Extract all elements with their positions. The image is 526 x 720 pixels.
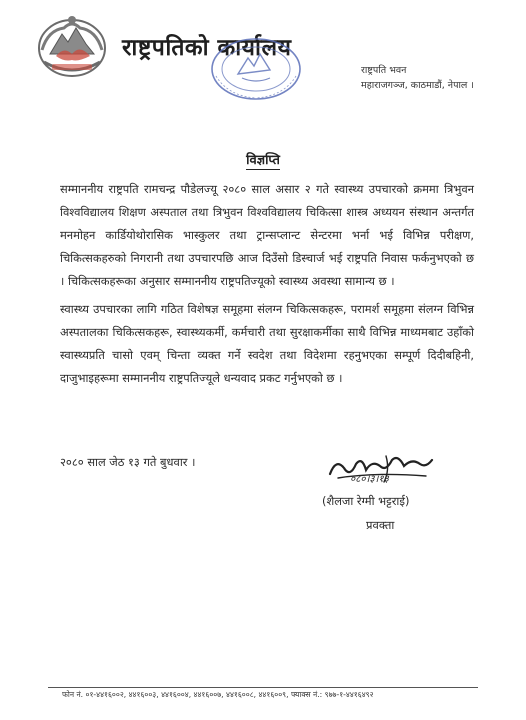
notice-paragraph-2: स्वास्थ्य उपचारका लागि गठित विशेषज्ञ समूहमा संलग्न चिकित्सकहरू, परामर्श समूहमा संलग्न विभिन्न अस्पतालका चिकित्सकहरू, स्वास्थ्यकर्मी, कर्मचारी तथा सुरक्षाकर्मीका साथै विभिन्न माध्यमबाट उहाँको स्वास्थ्यप्रति चासो एवम् चिन्ता व्यक्त गर्ने स्वदेश तथा विदेशमा रहनुभएका सम्पूर्ण दिदीबहिनी, दाजुभाइहरूमा सम्माननीय राष्ट्रपतिज्यूले धन्यवाद प्रकट गर्नुभएको छ । — [60, 302, 474, 385]
address-line-2: महाराजगञ्ज, काठमाडौं, नेपाल । — [361, 80, 474, 91]
signature-date: ०८०।३।१३ — [350, 474, 389, 485]
national-emblem-icon — [34, 10, 110, 80]
footer-divider — [48, 687, 478, 688]
signer-name: (शैलजा रेग्मी भट्टराई) — [322, 494, 410, 508]
office-seal-stamp-icon — [208, 36, 304, 102]
office-title: राष्ट्रपतिको कार्यालय — [122, 34, 292, 61]
notice-date: २०८० साल जेठ १३ गते बुधवार । — [60, 455, 196, 469]
signer-designation: प्रवक्ता — [366, 518, 395, 532]
footer-contact: फोन नं. ०१-४४१६००२, ४४१६००३, ४४१६००४, ४४१६००७, ४४१६००८, ४४१६००९, फ्याक्स नं.: ९७७-१-४४१६४९२ — [62, 690, 374, 699]
notice-heading — [0, 150, 526, 168]
notice-heading-text: विज्ञप्ति — [246, 153, 280, 168]
office-address — [361, 63, 474, 93]
notice-paragraph-1: सम्माननीय राष्ट्रपति रामचन्द्र पौडेलज्यू २०८० साल असार २ गते स्वास्थ्य उपचारको क्रममा त्रिभुवन विश्वविद्यालय शिक्षण अस्पताल तथा त्रिभुवन विश्वविद्यालय चिकित्सा शास्त्र अध्ययन संस्थान अन्तर्गत मनमोहन कार्डियोथोरासिक भास्कुलर तथा ट्रान्सप्लान्ट सेन्टरमा भर्ना भई विभिन्न परीक्षण, चिकित्सकहरुको निगरानी तथा उपचारपछि आज दिउँसो डिस्चार्ज भई राष्ट्रपति निवास फर्कनुभएको छ । चिकित्सकहरूका अनुसार सम्माननीय राष्ट्रपतिज्यूको स्वास्थ्य अवस्था सामान्य छ । — [60, 182, 474, 288]
address-line-1: राष्ट्रपति भवन — [361, 65, 407, 76]
